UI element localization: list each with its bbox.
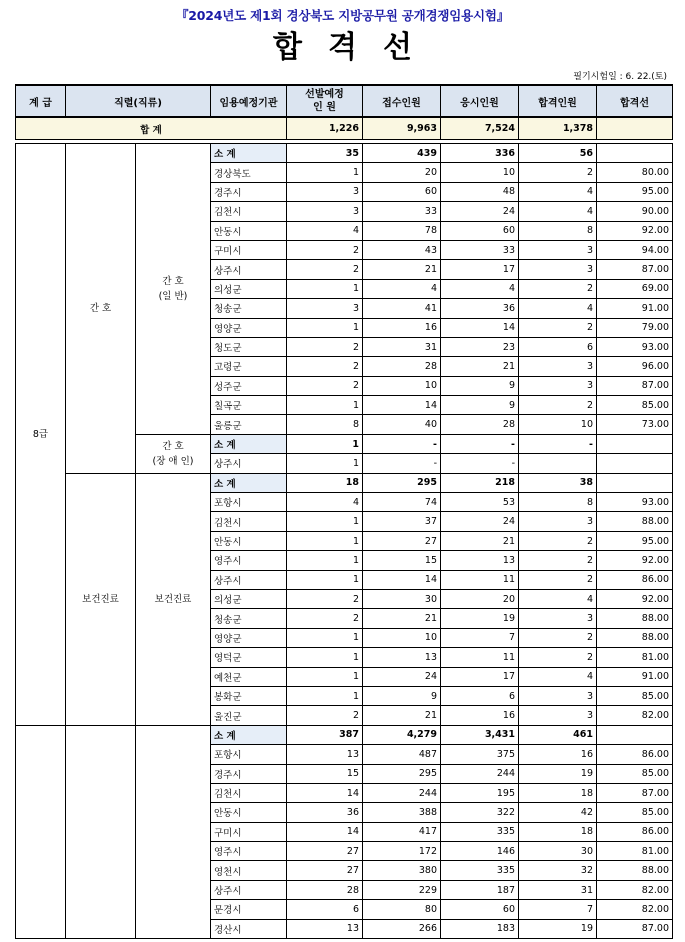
planned-cell: 27 [287,861,363,880]
agency-cell: 의성군 [211,589,287,608]
agency-cell: 안동시 [211,221,287,240]
subseries-continued [136,725,211,938]
agency-cell: 포항시 [211,493,287,512]
passers-cell: 3 [519,609,597,628]
cutoff-cell: 93.00 [597,493,673,512]
cutoff-cell: 69.00 [597,279,673,298]
agency-cell: 영덕군 [211,648,287,667]
applicants-cell: 21 [363,609,441,628]
planned-cell: 1 [287,396,363,415]
applicants-cell: 380 [363,861,441,880]
planned-cell: 2 [287,357,363,376]
planned-cell: 2 [287,337,363,356]
planned-cell: 1 [287,279,363,298]
passers-cell: 18 [519,822,597,841]
applicants-cell: 60 [363,182,441,201]
passers-cell: 31 [519,880,597,899]
applicants-cell: 78 [363,221,441,240]
applicants-cell: 40 [363,415,441,434]
passers-cell: 7 [519,900,597,919]
planned-cell: 6 [287,900,363,919]
examinees-cell: 28 [441,415,519,434]
total-passers: 1,378 [519,117,597,140]
planned-cell: 1 [287,551,363,570]
applicants-cell: 295 [363,764,441,783]
planned-cell: 4 [287,493,363,512]
applicants-cell: 229 [363,880,441,899]
agency-cell: 경산시 [211,919,287,938]
passers-cell: 2 [519,551,597,570]
col-planned: 선발예정 인 원 [287,85,363,117]
planned-cell: 2 [287,260,363,279]
planned-cell: 1 [287,434,363,453]
passers-cell: 4 [519,667,597,686]
examinees-cell: 335 [441,861,519,880]
applicants-cell: 37 [363,512,441,531]
cutoff-cell: 88.00 [597,861,673,880]
subtotal-row [16,725,673,744]
cutoff-cell: 85.00 [597,686,673,705]
applicants-cell: - [363,434,441,453]
planned-cell: 27 [287,842,363,861]
agency-cell: 영주시 [211,551,287,570]
planned-cell: 1 [287,454,363,473]
cutoff-cell [597,473,673,492]
planned-cell: 1 [287,163,363,182]
cutoff-cell: 86.00 [597,822,673,841]
passers-cell: 3 [519,512,597,531]
agency-cell: 문경시 [211,900,287,919]
planned-cell: 14 [287,783,363,802]
examinees-cell: 17 [441,667,519,686]
planned-cell: 15 [287,764,363,783]
cutoff-cell: 82.00 [597,706,673,725]
applicants-cell: 20 [363,163,441,182]
agency-cell: 봉화군 [211,686,287,705]
examinees-cell: 23 [441,337,519,356]
passers-cell: 3 [519,260,597,279]
cutoff-cell [597,144,673,163]
examinees-cell: 24 [441,512,519,531]
cutoff-cell: 94.00 [597,240,673,259]
agency-cell: 칠곡군 [211,396,287,415]
agency-cell: 상주시 [211,880,287,899]
applicants-cell: 15 [363,551,441,570]
col-applicants: 접수인원 [363,85,441,117]
applicants-cell: 74 [363,493,441,512]
passers-cell: 461 [519,725,597,744]
examinees-cell: 375 [441,745,519,764]
cutoff-cell: 91.00 [597,299,673,318]
cutoff-cell: 85.00 [597,764,673,783]
examinees-cell: 24 [441,202,519,221]
passers-cell: 4 [519,202,597,221]
examinees-cell: 21 [441,357,519,376]
cutoff-cell: 85.00 [597,803,673,822]
examinees-cell: 13 [441,551,519,570]
passers-cell: 6 [519,337,597,356]
examinees-cell: 17 [441,260,519,279]
passers-cell: 4 [519,299,597,318]
agency-cell: 성주군 [211,376,287,395]
passers-cell: 18 [519,783,597,802]
planned-cell: 13 [287,745,363,764]
subtotal-label: 소 계 [211,144,287,163]
agency-cell: 경주시 [211,182,287,201]
applicants-cell: 43 [363,240,441,259]
planned-cell: 1 [287,667,363,686]
applicants-cell: 244 [363,783,441,802]
applicants-cell: 14 [363,570,441,589]
applicants-cell: 28 [363,357,441,376]
subtotal-label: 소 계 [211,434,287,453]
passers-cell: 8 [519,221,597,240]
total-applicants: 9,963 [363,117,441,140]
examinees-cell: 322 [441,803,519,822]
document-title: 합격선 [273,30,438,65]
passers-cell: 4 [519,182,597,201]
subtotal-label: 소 계 [211,725,287,744]
planned-cell: 8 [287,415,363,434]
examinees-cell: 146 [441,842,519,861]
examinees-cell: - [441,434,519,453]
examinees-cell: 7 [441,628,519,647]
planned-cell: 1 [287,318,363,337]
col-grade: 계 급 [16,85,66,117]
applicants-cell: 33 [363,202,441,221]
agency-cell: 영주시 [211,842,287,861]
examinees-cell: 36 [441,299,519,318]
examinees-cell: - [441,454,519,473]
examinees-cell: 48 [441,182,519,201]
applicants-cell: 13 [363,648,441,667]
passers-cell: 2 [519,279,597,298]
planned-cell: 4 [287,221,363,240]
agency-cell: 구미시 [211,240,287,259]
col-cutoff: 합격선 [597,85,673,117]
cutoff-cell: 88.00 [597,609,673,628]
agency-cell: 구미시 [211,822,287,841]
examinees-cell: 20 [441,589,519,608]
passers-cell: 2 [519,570,597,589]
applicants-cell: - [363,454,441,473]
applicants-cell: 266 [363,919,441,938]
grade-cell: 8급 [16,144,66,726]
passers-cell: 3 [519,706,597,725]
agency-cell: 영천시 [211,861,287,880]
applicants-cell: 41 [363,299,441,318]
document-subtitle: 『2024년도 제1회 경상북도 지방공무원 공개경쟁임용시험』 [175,8,510,23]
col-examinees: 응시인원 [441,85,519,117]
passers-cell: 19 [519,919,597,938]
series-health: 보건진료 [66,473,136,725]
examinees-cell: 183 [441,919,519,938]
cutoff-cell [597,725,673,744]
applicants-cell: 9 [363,686,441,705]
cutoff-cell: 92.00 [597,551,673,570]
agency-cell: 김천시 [211,783,287,802]
cutoff-cell: 79.00 [597,318,673,337]
agency-cell: 김천시 [211,202,287,221]
agency-cell: 고령군 [211,357,287,376]
passers-cell: 38 [519,473,597,492]
exam-date: 필기시험일 : 6. 22.(토) [573,72,667,82]
passers-cell: 19 [519,764,597,783]
agency-cell: 예천군 [211,667,287,686]
planned-cell: 2 [287,609,363,628]
planned-cell: 28 [287,880,363,899]
passers-cell: 2 [519,628,597,647]
planned-cell: 3 [287,202,363,221]
passers-cell: 16 [519,745,597,764]
col-passers: 합격인원 [519,85,597,117]
cutoff-cell: 86.00 [597,745,673,764]
planned-cell: 35 [287,144,363,163]
applicants-cell: 21 [363,706,441,725]
planned-cell: 18 [287,473,363,492]
subseries-nurse-disabled: 간 호 (장 애 인) [136,434,211,473]
applicants-cell: 4,279 [363,725,441,744]
cutoff-cell: 73.00 [597,415,673,434]
planned-cell: 1 [287,531,363,550]
applicants-cell: 172 [363,842,441,861]
cutoff-cell: 93.00 [597,337,673,356]
subtotal-row [16,144,673,163]
examinees-cell: 14 [441,318,519,337]
examinees-cell: 11 [441,648,519,667]
agency-cell: 청도군 [211,337,287,356]
cutoff-cell: 88.00 [597,628,673,647]
total-planned: 1,226 [287,117,363,140]
passers-cell: 2 [519,648,597,667]
cutoff-cell: 86.00 [597,570,673,589]
planned-cell: 13 [287,919,363,938]
cutoff-cell: 95.00 [597,182,673,201]
examinees-cell: 11 [441,570,519,589]
agency-cell: 울진군 [211,706,287,725]
cutoff-cell: 87.00 [597,919,673,938]
passers-cell: 32 [519,861,597,880]
passers-cell [519,454,597,473]
cutoff-cell [597,454,673,473]
header-row [16,85,673,117]
examinees-cell: 19 [441,609,519,628]
applicants-cell: 14 [363,396,441,415]
cutoff-cell: 95.00 [597,531,673,550]
examinees-cell: 21 [441,531,519,550]
examinees-cell: 16 [441,706,519,725]
planned-cell: 14 [287,822,363,841]
examinees-cell: 6 [441,686,519,705]
examinees-cell: 218 [441,473,519,492]
passers-cell: 2 [519,163,597,182]
examinees-cell: 60 [441,221,519,240]
passers-cell: 3 [519,686,597,705]
agency-cell: 울릉군 [211,415,287,434]
applicants-cell: 21 [363,260,441,279]
planned-cell: 1 [287,686,363,705]
planned-cell: 1 [287,648,363,667]
agency-cell: 상주시 [211,570,287,589]
passers-cell: 2 [519,318,597,337]
agency-cell: 영양군 [211,318,287,337]
total-cutoff [597,117,673,140]
agency-cell: 영양군 [211,628,287,647]
examinees-cell: 195 [441,783,519,802]
series-nurse: 간 호 [66,144,136,474]
planned-cell: 2 [287,706,363,725]
passers-cell: 2 [519,396,597,415]
planned-cell: 1 [287,512,363,531]
applicants-cell: 30 [363,589,441,608]
cutoff-cell: 82.00 [597,880,673,899]
applicants-cell: 27 [363,531,441,550]
subseries-health: 보건진료 [136,473,211,725]
applicants-cell: 388 [363,803,441,822]
cutoff-cell: 92.00 [597,589,673,608]
applicants-cell: 80 [363,900,441,919]
planned-cell: 2 [287,589,363,608]
cutoff-cell: 91.00 [597,667,673,686]
subseries-nurse-general: 간 호 (일 반) [136,144,211,435]
planned-cell: 3 [287,182,363,201]
applicants-cell: 295 [363,473,441,492]
passers-cell: 56 [519,144,597,163]
passers-cell: 3 [519,376,597,395]
subtotal-row [16,473,673,492]
passers-cell: 2 [519,531,597,550]
planned-cell: 2 [287,376,363,395]
total-label: 합 계 [16,117,287,140]
passers-cell: - [519,434,597,453]
examinees-cell: 53 [441,493,519,512]
planned-cell: 387 [287,725,363,744]
agency-cell: 포항시 [211,745,287,764]
passers-cell: 10 [519,415,597,434]
examinees-cell: 60 [441,900,519,919]
cutoff-cell: 81.00 [597,648,673,667]
cutoff-cell: 90.00 [597,202,673,221]
examinees-cell: 3,431 [441,725,519,744]
planned-cell: 1 [287,570,363,589]
cutoff-cell: 96.00 [597,357,673,376]
agency-cell: 경주시 [211,764,287,783]
agency-cell: 상주시 [211,454,287,473]
cutoff-cell: 87.00 [597,783,673,802]
planned-cell: 1 [287,628,363,647]
cutoff-cell: 88.00 [597,512,673,531]
passers-cell: 30 [519,842,597,861]
applicants-cell: 31 [363,337,441,356]
cutoff-cell: 92.00 [597,221,673,240]
agency-cell: 청송군 [211,299,287,318]
grade-cell-continued [16,725,66,938]
agency-cell: 김천시 [211,512,287,531]
agency-cell: 안동시 [211,803,287,822]
applicants-cell: 439 [363,144,441,163]
total-row [16,117,673,140]
agency-cell: 상주시 [211,260,287,279]
examinees-cell: 244 [441,764,519,783]
examinees-cell: 9 [441,376,519,395]
total-examinees: 7,524 [441,117,519,140]
planned-cell: 36 [287,803,363,822]
examinees-cell: 9 [441,396,519,415]
series-continued [66,725,136,938]
examinees-cell: 33 [441,240,519,259]
examinees-cell: 187 [441,880,519,899]
agency-cell: 경상북도 [211,163,287,182]
agency-cell: 의성군 [211,279,287,298]
results-table [15,84,673,939]
agency-cell: 안동시 [211,531,287,550]
cutoff-cell: 80.00 [597,163,673,182]
applicants-cell: 417 [363,822,441,841]
passers-cell: 4 [519,589,597,608]
applicants-cell: 487 [363,745,441,764]
planned-cell: 3 [287,299,363,318]
examinees-cell: 10 [441,163,519,182]
passers-cell: 3 [519,240,597,259]
applicants-cell: 10 [363,376,441,395]
applicants-cell: 24 [363,667,441,686]
passers-cell: 42 [519,803,597,822]
applicants-cell: 16 [363,318,441,337]
passers-cell: 3 [519,357,597,376]
cutoff-cell: 81.00 [597,842,673,861]
planned-cell: 2 [287,240,363,259]
cutoff-cell [597,434,673,453]
examinees-cell: 336 [441,144,519,163]
agency-cell: 청송군 [211,609,287,628]
subtotal-label: 소 계 [211,473,287,492]
cutoff-cell: 87.00 [597,260,673,279]
col-agency: 임용예정기관 [211,85,287,117]
examinees-cell: 4 [441,279,519,298]
examinees-cell: 335 [441,822,519,841]
col-position: 직렬(직류) [66,85,211,117]
cutoff-cell: 87.00 [597,376,673,395]
cutoff-cell: 82.00 [597,900,673,919]
passers-cell: 8 [519,493,597,512]
applicants-cell: 4 [363,279,441,298]
applicants-cell: 10 [363,628,441,647]
cutoff-cell: 85.00 [597,396,673,415]
